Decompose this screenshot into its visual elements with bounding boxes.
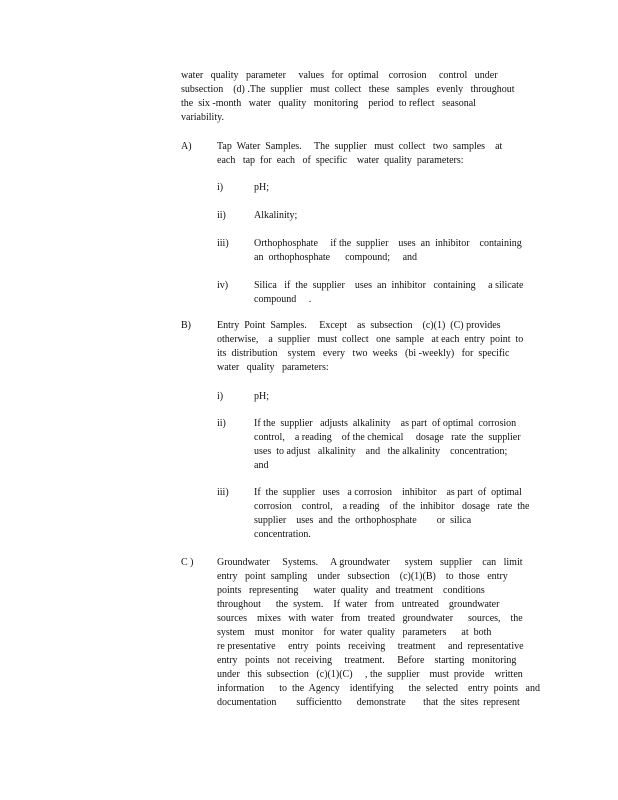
item-text: pH; [254,391,269,402]
item-text: pH; [254,182,269,193]
text-line: the six -month water quality monitoring period to reflect seasonal [181,98,476,109]
section-marker: B) [181,320,191,331]
item-text: and [254,460,269,471]
item-text: If the supplier adjusts alkalinity as part of optimal corrosion [254,418,517,429]
text-line: entry points not receiving treatment. Before starting monitoring [217,655,517,666]
item-marker: iii) [217,238,229,249]
item-text: Orthophosphate if the supplier uses an inhibitor containing [254,238,522,249]
item-marker: i) [217,182,224,193]
item-text: compound . [254,294,312,305]
text-line: variability. [181,112,224,123]
item-text: corrosion control, a reading of the inhibitor dosage rate the [254,501,530,512]
item-text: Alkalinity; [254,210,298,221]
text-line: Groundwater Systems. A groundwater system supplier can limit [217,557,523,568]
text-line: points representing water quality and treatment conditions [217,585,485,596]
text-line: documentation sufficientto demonstrate that the sites represent [217,697,520,708]
item-text: If the supplier uses a corrosion inhibitor as part of optimal [254,487,522,498]
section-heading-line: Tap Water Samples. The supplier must collect two samples at [217,141,503,152]
text-line: system must monitor for water quality parameters at both [217,627,492,638]
item-marker: iii) [217,487,229,498]
section-heading-line: water quality parameters: [217,362,329,373]
section-heading-line: its distribution system every two weeks (bi -weekly) for specific [217,348,510,359]
section-marker: C ) [181,557,194,568]
text-line: information to the Agency identifying the selected entry points and [217,683,540,694]
text-line: throughout the system. If water from untreated groundwater [217,599,500,610]
item-text: Silica if the supplier uses an inhibitor containing a silicate [254,280,524,291]
item-text: uses to adjust alkalinity and the alkalinity concentration; [254,446,508,457]
section-heading-line: Entry Point Samples. Except as subsection (c)(1) (C) provides [217,320,501,331]
text-line: sources mixes with water from treated groundwater sources, the [217,613,523,624]
item-text: control, a reading of the chemical dosage rate the supplier [254,432,521,443]
text-line: subsection (d) .The supplier must collect these samples evenly throughout [181,84,515,95]
section-heading-line: each tap for each of specific water quality parameters: [217,155,464,166]
text-line: entry point sampling under subsection (c)(1)(B) to those entry [217,571,508,582]
section-heading-line: otherwise, a supplier must collect one sample at each entry point to [217,334,524,345]
item-text: supplier uses and the orthophosphate or silica [254,515,472,526]
item-text: an orthophosphate compound; and [254,252,418,263]
item-marker: iv) [217,280,229,291]
item-text: concentration. [254,529,311,540]
section-marker: A) [181,141,192,152]
item-marker: ii) [217,210,226,221]
item-marker: ii) [217,418,226,429]
item-marker: i) [217,391,224,402]
text-line: under this subsection (c)(1)(C) , the supplier must provide written [217,669,523,680]
text-line: water quality parameter values for optimal corrosion control under [181,70,498,81]
text-line: re presentative entry points receiving treatment and representative [217,641,524,652]
